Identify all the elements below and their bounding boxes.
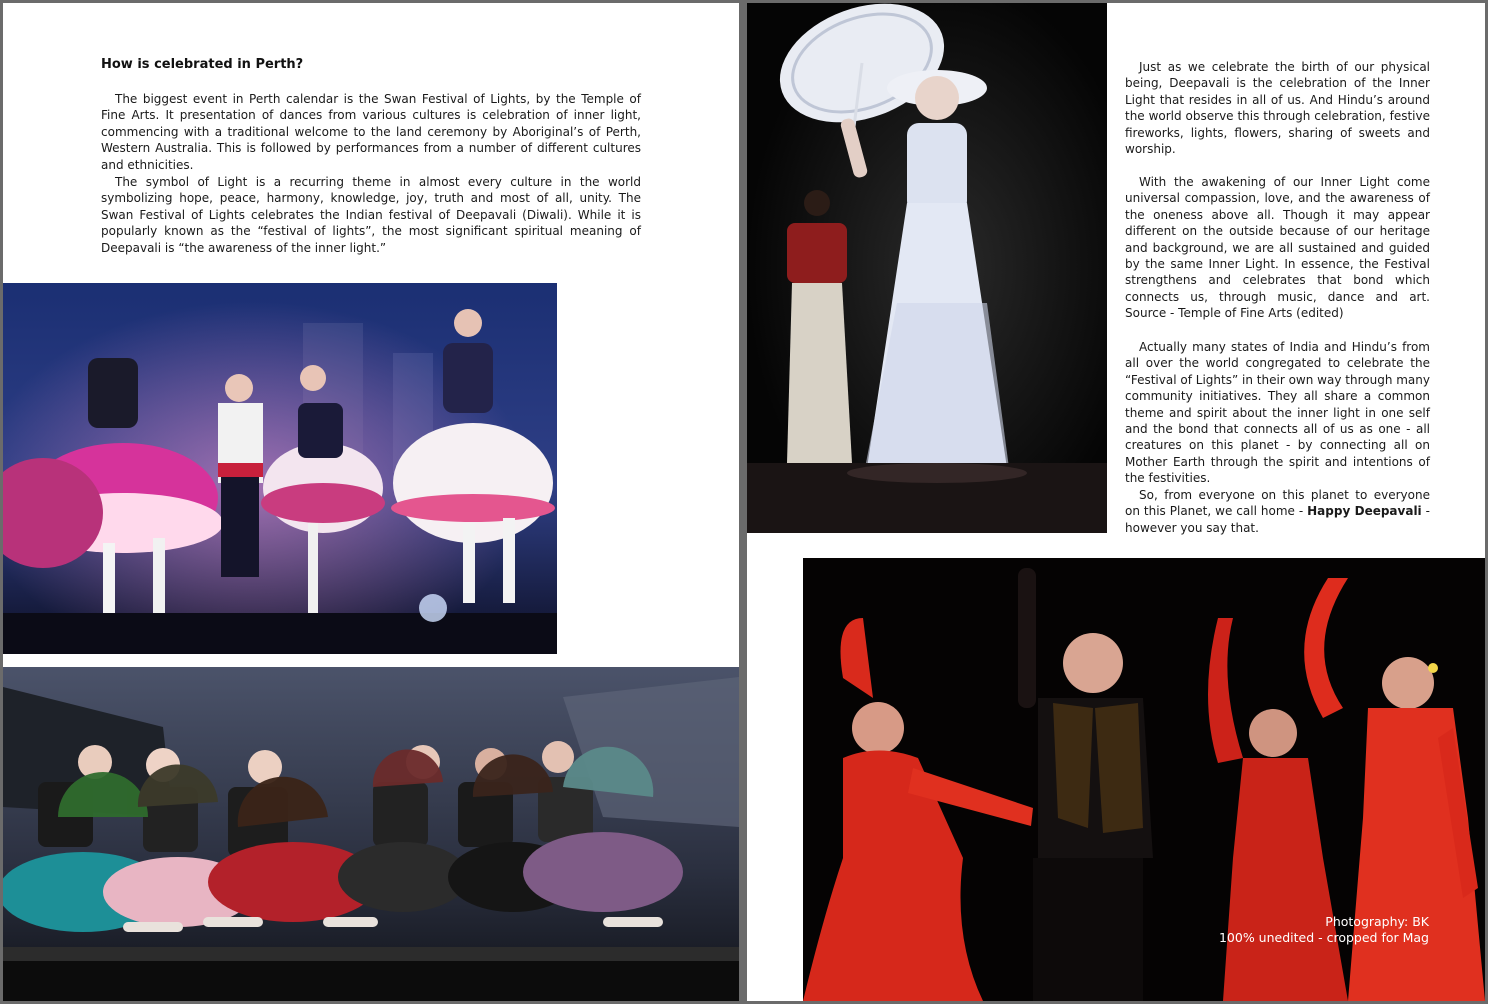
closing-text-start: So, from everyone on this planet to everyone on this Planet, we call home - [1125,488,1430,519]
photo-credit-line-2: 100% unedited - cropped for Mag [1218,930,1429,945]
right-paragraph-2: With the awakening of our Inner Light come universal compassion, love, and the awareness of the oneness above all. Though it may appear different on the outside because of our heritage and background, we are all sustained and guided by the same Inner Light. In essence, the Festival strengthens and celebrates that bond which connects us, through music, dance and art. Source - Temple of Fine Arts (edited) [1125,175,1430,321]
parasol-dancer-photo [747,3,1107,533]
right-paragraph-3: Actually many states of India and Hindu’s from all over the world congregated to celebrate the “Festival of Lights” in their own way through many community initiatives. They all share a common theme and spirit about the inner light in one self and the bond that connects all of us as one - all creatures on this planet - by connecting all on Mother Earth through the spirit and intentions of the festivities. [1125,340,1430,486]
seated-dancers-fans-photo [3,667,739,1001]
left-paragraph-1: The biggest event in Perth calendar is the Swan Festival of Lights, by the Temple of Fine Arts. It presentation of dances from various cultures is celebration of inner light, commencing with a traditional welcome to the land ceremony by Aboriginal’s of Perth, Western Australia. This is followed by performances from a number of different cultures and ethnicities. [101,92,641,172]
section-heading: How is celebrated in Perth? [101,57,304,72]
happy-deepavali-text: Happy Deepavali [1307,504,1422,519]
left-paragraph-2: The symbol of Light is a recurring theme in almost every culture in the world symbolizing hope, peace, harmony, knowledge, joy, truth and most of all, unity. The Swan Festival of Lights celebrates the Indian festival of Deepavali (Diwali). While it is popularly known as the “festival of lights”, the most significant spiritual meaning of Deepavali is “the awareness of the inner light.” [101,175,641,255]
photo-credit-line-1: Photography: BK [1325,914,1429,929]
closing-paragraph [1125,487,1430,536]
right-paragraph-1: Just as we celebrate the birth of our physical being, Deepavali is the celebration of the Inner Light that resides in all of us. And Hindu’s around the world observe this through celebration, festive fireworks, lights, flowers, sharing of sweets and worship. [1125,60,1430,157]
dancers-skirts-photo [3,283,557,654]
right-page [747,3,1485,1001]
photo-credit [1219,914,1429,946]
closing-text-end: - however you say that. [1125,504,1430,535]
left-page [3,3,739,1001]
